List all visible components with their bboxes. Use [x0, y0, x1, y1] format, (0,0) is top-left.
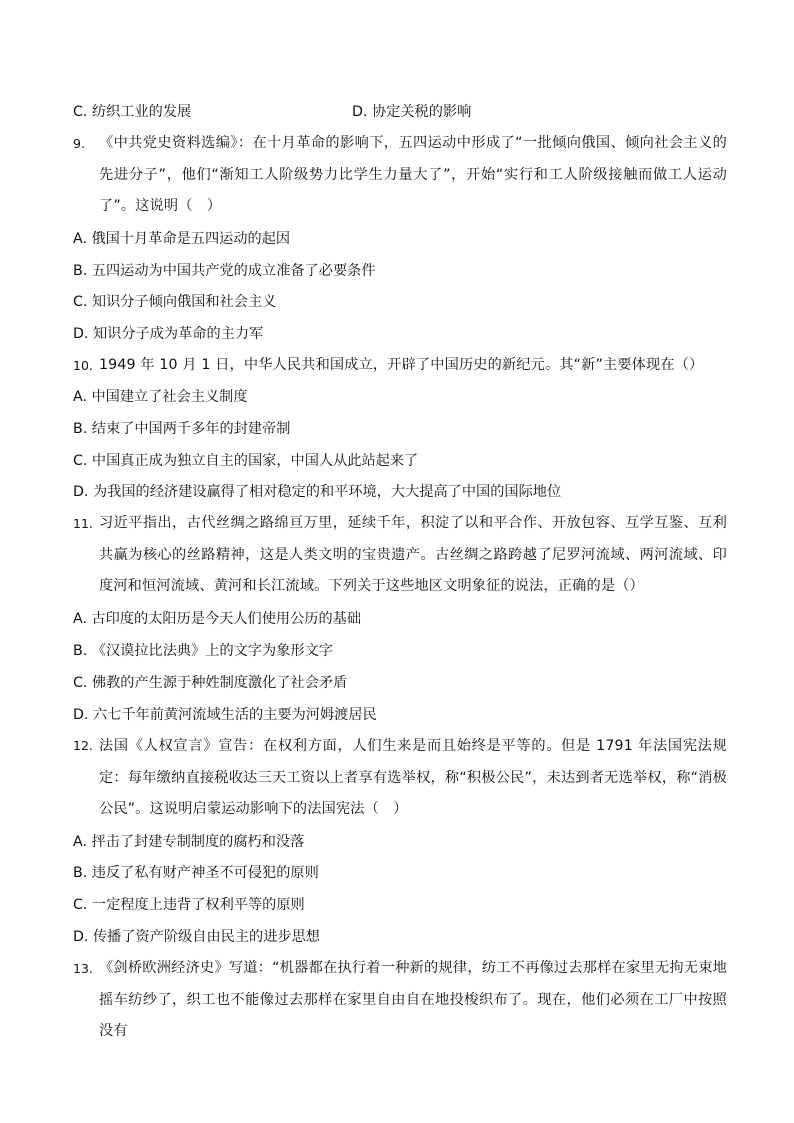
question-stem: 《中共党史资料选编》：在十月革命的影响下，五四运动中形成了“一批倾向俄国、倾向社会主义的先进分子”，他们“渐知工人阶级势力比学生力量大了”，开始“实行和工人阶级接触而做工人运动了”。这说明（ ） — [99, 135, 727, 214]
option-c: C. 知识分子倾向俄国和社会主义 — [73, 294, 277, 310]
option-d: D. 传播了资产阶级自由民主的进步思想 — [73, 929, 320, 945]
question-number: 9. — [73, 136, 85, 151]
option-d: D. 六七千年前黄河流域生活的主要为河姆渡居民 — [73, 707, 377, 723]
question-number: 13. — [73, 961, 93, 976]
option-a: A. 俄国十月革命是五四运动的起因 — [73, 231, 291, 247]
option-d: D. 为我国的经济建设赢得了相对稳定的和平环境，大大提高了中国的国际地位 — [73, 484, 562, 500]
option-b: B. 违反了私有财产神圣不可侵犯的原则 — [73, 865, 319, 881]
option-b: B. 结束了中国两千多年的封建帝制 — [73, 421, 291, 437]
option-a: A. 抨击了封建专制制度的腐朽和没落 — [73, 834, 305, 850]
carry-option-c: C. 纺织工业的发展 — [73, 104, 192, 120]
carry-option-d: D. 协定关税的影响 — [352, 104, 472, 120]
question-number: 12. — [73, 738, 93, 753]
question-stem: 法国《人权宣言》宣告：在权利方面，人们生来是而且始终是平等的。但是 1791 年法国宪法规定：每年缴纳直接税收达三天工资以上者享有选举权，称“积极公民”，未达到者无选举权，称“消极公民”。这说明启蒙运动影响下的法国宪法（ ） — [99, 738, 727, 817]
option-b: B. 《汉谟拉比法典》上的文字为象形文字 — [73, 643, 333, 659]
option-d: D. 知识分子成为革命的主力军 — [73, 326, 264, 342]
option-c: C. 一定程度上违背了权利平等的原则 — [73, 897, 305, 913]
question-stem: 习近平指出，古代丝绸之路绵亘万里，延续千年，积淀了以和平合作、开放包容、互学互鉴、互利共赢为核心的丝路精神，这是人类文明的宝贵遗产。古丝绸之路跨越了尼罗河流域、两河流域、印度河和恒河流域、黄河和长江流域。下列关于这些地区文明象征的说法，正确的是（） — [99, 515, 727, 594]
option-b: B. 五四运动为中国共产党的成立准备了必要条件 — [73, 263, 376, 279]
question-number: 11. — [73, 516, 93, 531]
question-stem: 1949 年 10 月 1 日，中华人民共和国成立，开辟了中国历史的新纪元。其“新”主要体现在（） — [99, 357, 704, 373]
option-c: C. 佛教的产生源于种姓制度激化了社会矛盾 — [73, 675, 348, 691]
question-number: 10. — [73, 358, 93, 373]
option-a: A. 中国建立了社会主义制度 — [73, 389, 248, 405]
option-a: A. 古印度的太阳历是今天人们使用公历的基础 — [73, 611, 362, 627]
question-stem: 《剑桥欧洲经济史》写道：“机器都在执行着一种新的规律，纺工不再像过去那样在家里无拘无束地摇车纺纱了，织工也不能像过去那样在家里自由自在地投梭织布了。现在，他们必须在工厂中按照没有 — [99, 960, 727, 1039]
option-c: C. 中国真正成为独立自主的国家，中国人从此站起来了 — [73, 453, 419, 469]
